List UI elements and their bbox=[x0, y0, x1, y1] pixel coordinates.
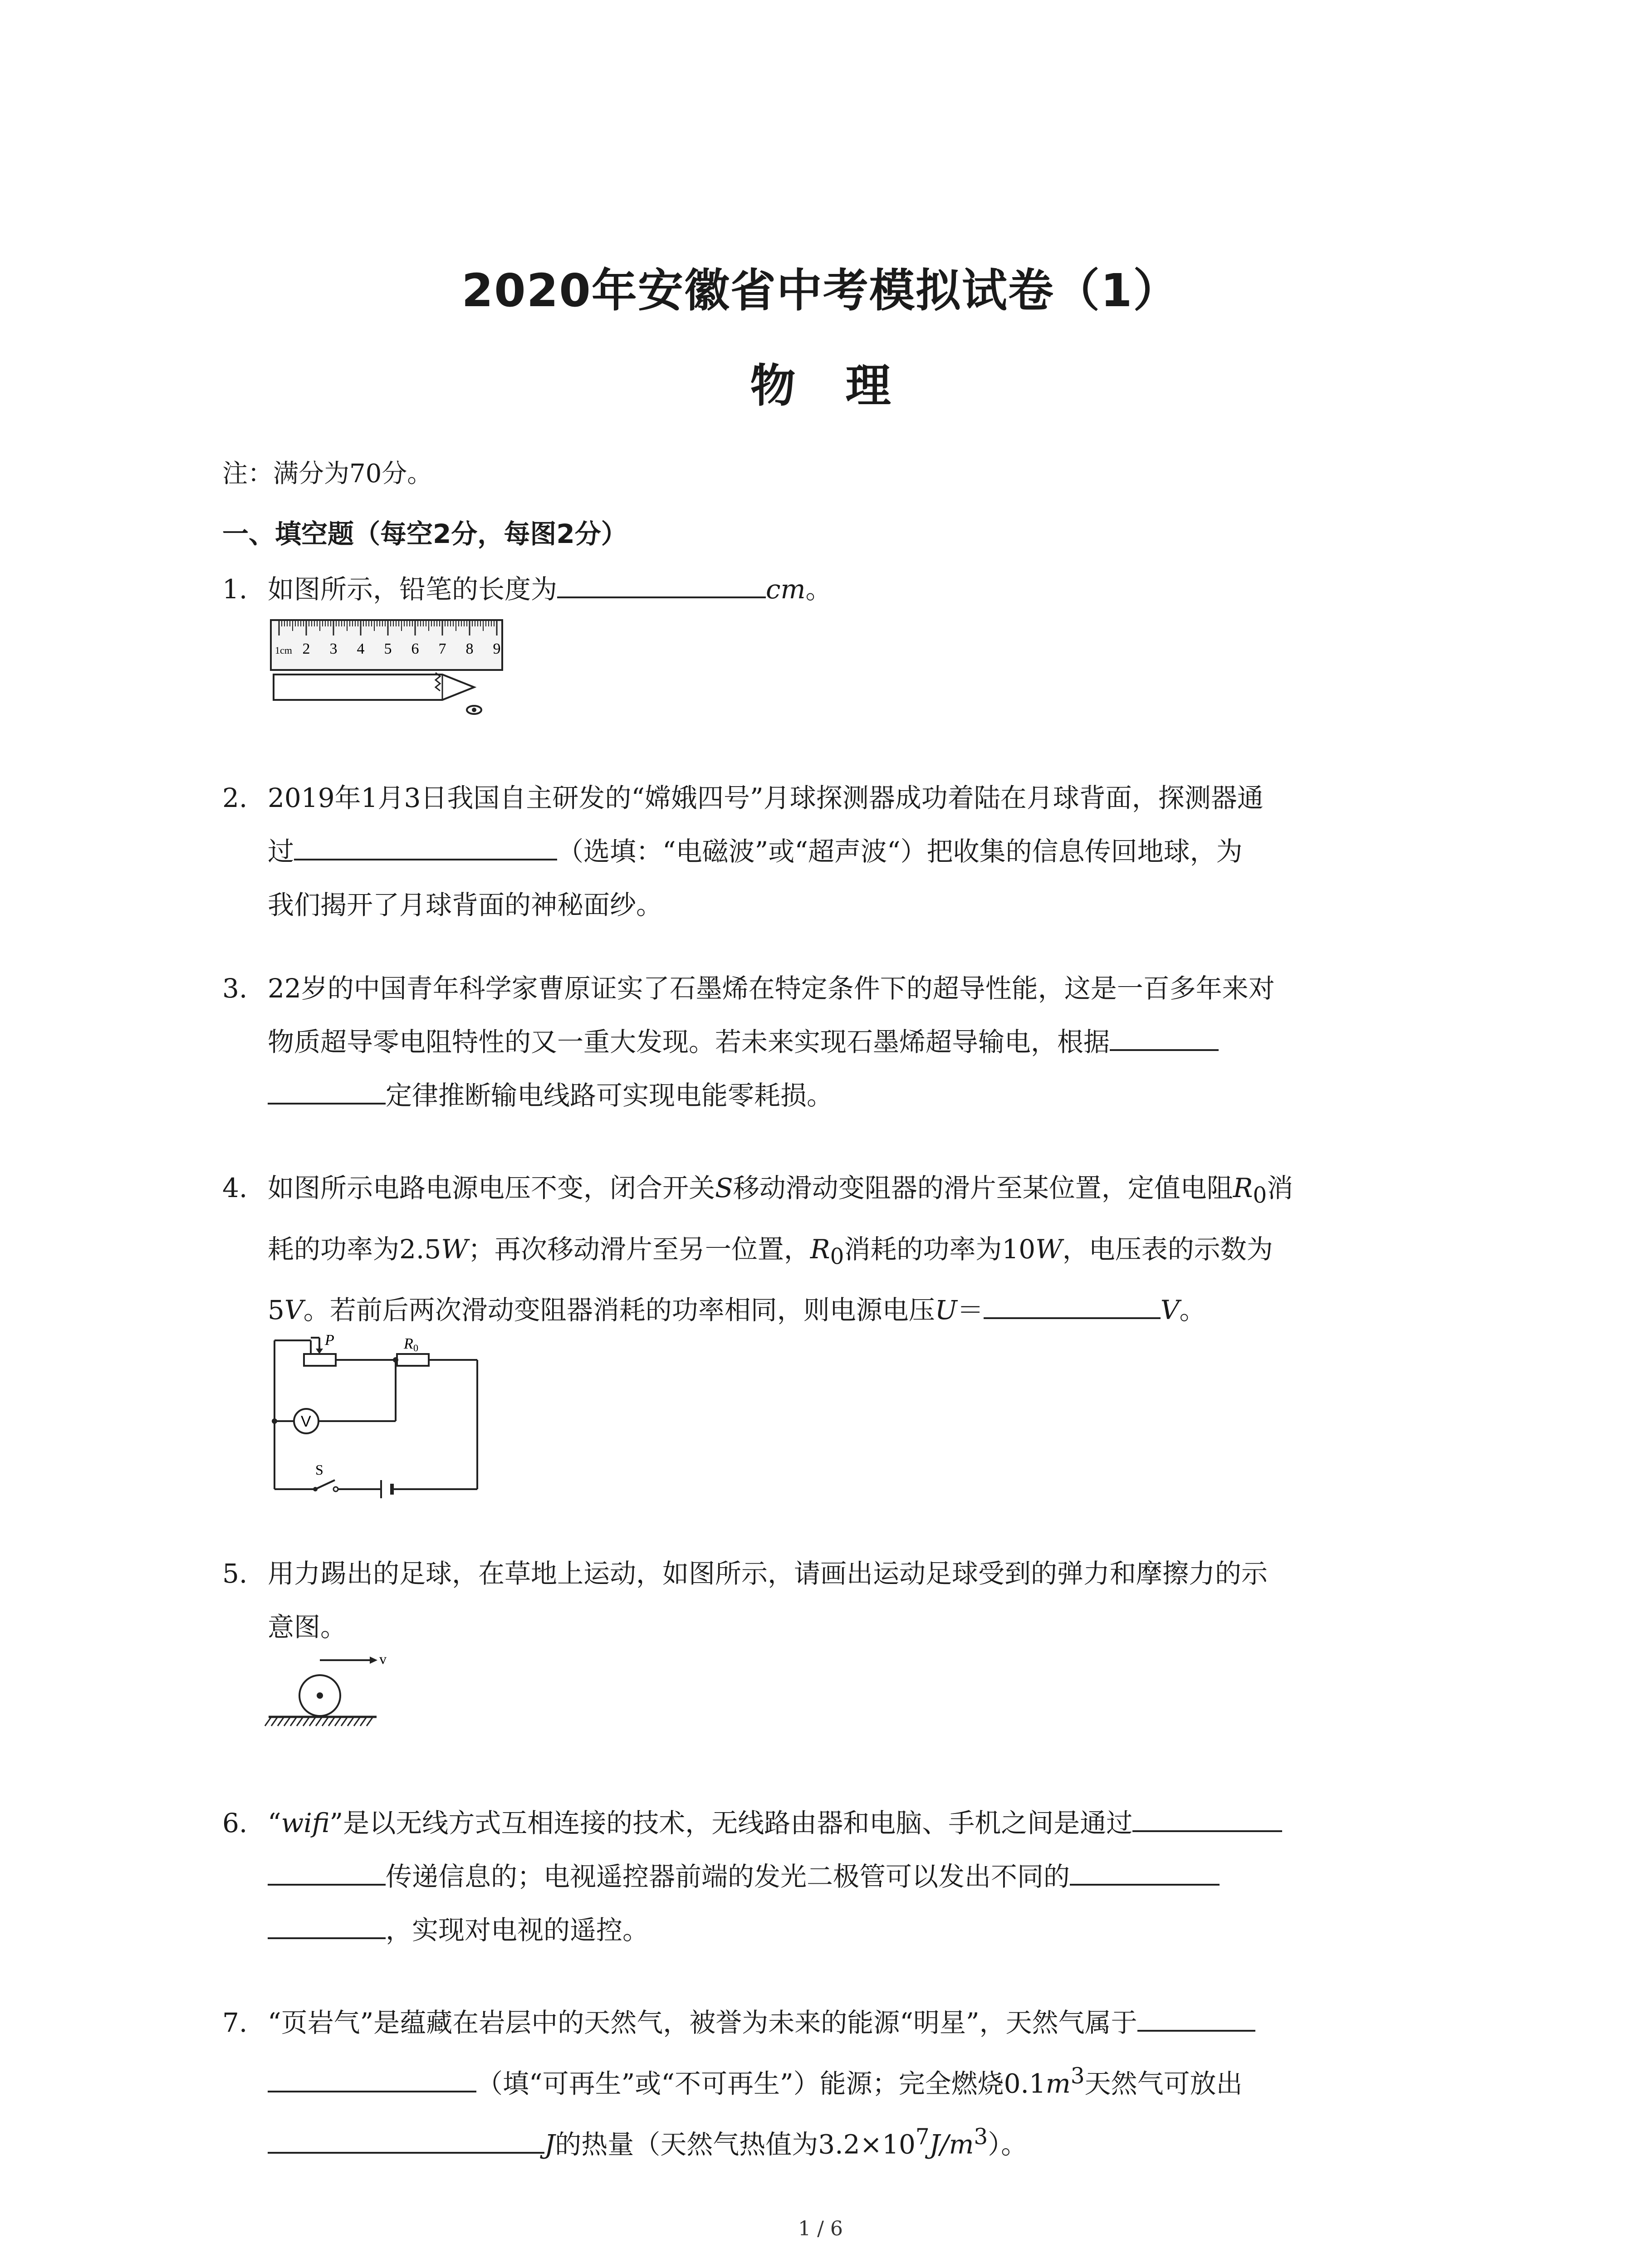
hatch-line bbox=[303, 1717, 309, 1726]
answer-blank[interactable] bbox=[294, 831, 557, 860]
resistor-r0 bbox=[397, 1354, 429, 1366]
label-r0-sub: 0 bbox=[413, 1342, 418, 1354]
symbol: W bbox=[1035, 1233, 1063, 1265]
question-number: 3. bbox=[222, 973, 248, 1004]
hatch-line bbox=[284, 1717, 290, 1726]
hatch-line bbox=[265, 1717, 271, 1726]
hatch-line bbox=[360, 1717, 367, 1726]
velocity-arrowhead bbox=[370, 1657, 377, 1664]
term: wifi bbox=[281, 1808, 330, 1838]
answer-blank[interactable] bbox=[268, 1857, 386, 1886]
question-text: 过 bbox=[268, 836, 294, 867]
symbol: V bbox=[284, 1295, 304, 1326]
rheostat bbox=[304, 1354, 336, 1366]
question-text: 我们揭开了月球背面的神秘面纱。 bbox=[268, 890, 663, 920]
symbol: W bbox=[441, 1233, 468, 1265]
ruler-label: 5 bbox=[384, 640, 392, 657]
junction-dot bbox=[272, 1418, 277, 1424]
section-heading: 一、填空题（每空2分，每图2分） bbox=[222, 518, 627, 549]
question-text: 意图。 bbox=[268, 1612, 347, 1642]
equals-sign: ＝ bbox=[957, 1295, 984, 1326]
question-text: （选填：“电磁波”或“超声波“）把收集的信息传回地球，为 bbox=[557, 836, 1243, 867]
symbol: R bbox=[1233, 1173, 1253, 1203]
question-text: “页岩气”是蕴藏在岩层中的天然气，被誉为未来的能源“明星”，天然气属于 bbox=[268, 2007, 1137, 2038]
question-text: 22岁的中国青年科学家曹原证实了石墨烯在特定条件下的超导性能，这是一百多年来对 bbox=[268, 973, 1275, 1004]
question-number: 7. bbox=[222, 2007, 248, 2038]
question-number: 6. bbox=[222, 1808, 248, 1838]
ruler-label: 7 bbox=[438, 640, 446, 657]
answer-blank[interactable] bbox=[268, 1075, 386, 1105]
question-text: 耗的功率为2.5 bbox=[268, 1233, 441, 1265]
answer-blank[interactable] bbox=[268, 1910, 386, 1939]
question-text: 消 bbox=[1267, 1173, 1293, 1203]
superscript: 7 bbox=[915, 2124, 930, 2150]
question-text: 移动滑动变阻器的滑片至某位置，定值电阻 bbox=[733, 1173, 1233, 1203]
hatch-line bbox=[316, 1717, 322, 1726]
score-note: 注：满分为70分。 bbox=[222, 459, 433, 489]
hatch-line bbox=[278, 1717, 284, 1726]
hatch-line bbox=[297, 1717, 303, 1726]
symbol: m bbox=[1045, 2068, 1071, 2099]
question-7 bbox=[222, 1996, 1447, 2171]
symbol: S bbox=[715, 1173, 733, 1203]
football-figure bbox=[268, 1651, 386, 1737]
superscript: 3 bbox=[974, 2124, 988, 2150]
hatch-line bbox=[341, 1717, 348, 1726]
answer-blank[interactable] bbox=[557, 569, 766, 598]
question-text: ，实现对电视的遥控。 bbox=[386, 1915, 649, 1945]
ruler-label: 2 bbox=[302, 640, 310, 657]
answer-blank[interactable] bbox=[1110, 1022, 1219, 1051]
page-number: 1 / 6 bbox=[798, 2217, 843, 2240]
circuit-diagram bbox=[268, 1331, 485, 1504]
question-text: 用力踢出的足球，在草地上运动，如图所示，请画出运动足球受到的弹力和摩擦力的示 bbox=[268, 1558, 1268, 1589]
punctuation: 。 bbox=[1179, 1295, 1206, 1326]
ruler-label: 3 bbox=[329, 640, 338, 657]
eye-pupil bbox=[472, 708, 476, 712]
question-text: 2019年1月3日我国自主研发的“嫦娥四号”月球探测器成功着陆在月球背面，探测器通 bbox=[268, 782, 1264, 813]
question-text: ；再次移动滑片至另一位置， bbox=[468, 1233, 810, 1265]
velocity-label: v bbox=[379, 1651, 387, 1667]
question-text: （填“可再生”或“不可再生”）能源；完全燃烧0.1 bbox=[476, 2068, 1046, 2099]
football-center bbox=[317, 1692, 323, 1699]
answer-blank[interactable] bbox=[1132, 1803, 1282, 1832]
question-5 bbox=[222, 1547, 1447, 1654]
answer-blank[interactable] bbox=[984, 1290, 1161, 1319]
ruler-label: 1cm bbox=[275, 645, 292, 656]
subscript: 0 bbox=[1253, 1183, 1267, 1208]
question-2 bbox=[222, 771, 1447, 932]
question-text: ”是以无线方式互相连接的技术，无线路由器和电脑、手机之间是通过 bbox=[329, 1808, 1133, 1838]
question-number: 1. bbox=[222, 574, 248, 605]
question-text: 如图所示，铅笔的长度为 bbox=[268, 574, 558, 605]
question-text: 消耗的功率为10 bbox=[844, 1233, 1036, 1265]
ruler-label: 8 bbox=[465, 640, 474, 657]
question-text: 天然气可放出 bbox=[1084, 2068, 1243, 2099]
question-text: 的热量（天然气热值为3.2×10 bbox=[555, 2129, 916, 2160]
ground-hatching bbox=[265, 1717, 373, 1726]
question-text: 定律推断输电线路可实现电能零耗损。 bbox=[386, 1080, 833, 1111]
ruler-label: 6 bbox=[411, 640, 419, 657]
hatch-line bbox=[271, 1717, 278, 1726]
question-6 bbox=[222, 1796, 1447, 1957]
hatch-line bbox=[354, 1717, 360, 1726]
unit: cm bbox=[766, 574, 806, 605]
page-title: 2020年安徽省中考模拟试卷（1） bbox=[461, 264, 1180, 317]
subscript: 0 bbox=[830, 1244, 844, 1270]
symbol: R bbox=[810, 1233, 830, 1265]
symbol: J bbox=[544, 2129, 555, 2160]
question-4 bbox=[222, 1161, 1447, 1337]
symbol: U bbox=[935, 1295, 957, 1326]
question-1 bbox=[222, 562, 1447, 616]
switch-blade bbox=[315, 1480, 335, 1489]
answer-blank[interactable] bbox=[268, 2063, 476, 2092]
question-number: 2. bbox=[222, 782, 248, 813]
hatch-line bbox=[348, 1717, 354, 1726]
hatch-line bbox=[322, 1717, 328, 1726]
question-3 bbox=[222, 962, 1447, 1122]
switch-contact bbox=[333, 1487, 338, 1491]
question-text: ，电压表的示数为 bbox=[1062, 1233, 1273, 1265]
answer-blank[interactable] bbox=[268, 2125, 544, 2154]
question-text: 。若前后两次滑动变阻器消耗的功率相同，则电源电压 bbox=[303, 1295, 935, 1326]
question-text: 如图所示电路电源电压不变，闭合开关 bbox=[268, 1173, 715, 1203]
page-subtitle: 物理 bbox=[750, 359, 941, 412]
switch-label: S bbox=[315, 1461, 323, 1478]
superscript: 3 bbox=[1070, 2063, 1085, 2089]
voltmeter-label: V bbox=[301, 1413, 311, 1430]
punctuation: 。 bbox=[805, 574, 832, 605]
hatch-line bbox=[328, 1717, 335, 1726]
answer-blank[interactable] bbox=[1070, 1857, 1220, 1886]
symbol: V bbox=[1160, 1295, 1180, 1326]
hatch-line bbox=[335, 1717, 341, 1726]
ruler-labels bbox=[275, 640, 500, 657]
quote-mark: “ bbox=[268, 1808, 281, 1838]
question-text: ）。 bbox=[988, 2129, 1028, 2160]
question-text: 5 bbox=[268, 1295, 284, 1326]
pencil bbox=[274, 675, 474, 700]
label-p: P bbox=[325, 1332, 334, 1349]
ruler-label: 9 bbox=[493, 640, 501, 657]
ruler-pencil-figure bbox=[270, 619, 515, 723]
unit: J/m bbox=[929, 2129, 974, 2160]
switch-pivot bbox=[313, 1487, 318, 1491]
question-text: 传递信息的；电视遥控器前端的发光二极管可以发出不同的 bbox=[386, 1861, 1070, 1892]
hatch-line bbox=[290, 1717, 297, 1726]
question-number: 4. bbox=[222, 1173, 248, 1203]
question-number: 5. bbox=[222, 1558, 248, 1589]
junction-dot bbox=[393, 1357, 398, 1363]
hatch-line bbox=[309, 1717, 316, 1726]
answer-blank[interactable] bbox=[1137, 2003, 1255, 2032]
question-text: 物质超导零电阻特性的又一重大发现。若未来实现石墨烯超导输电，根据 bbox=[268, 1026, 1110, 1057]
label-r0: R bbox=[404, 1335, 413, 1352]
ruler-label: 4 bbox=[357, 640, 365, 657]
hatch-line bbox=[367, 1717, 373, 1726]
